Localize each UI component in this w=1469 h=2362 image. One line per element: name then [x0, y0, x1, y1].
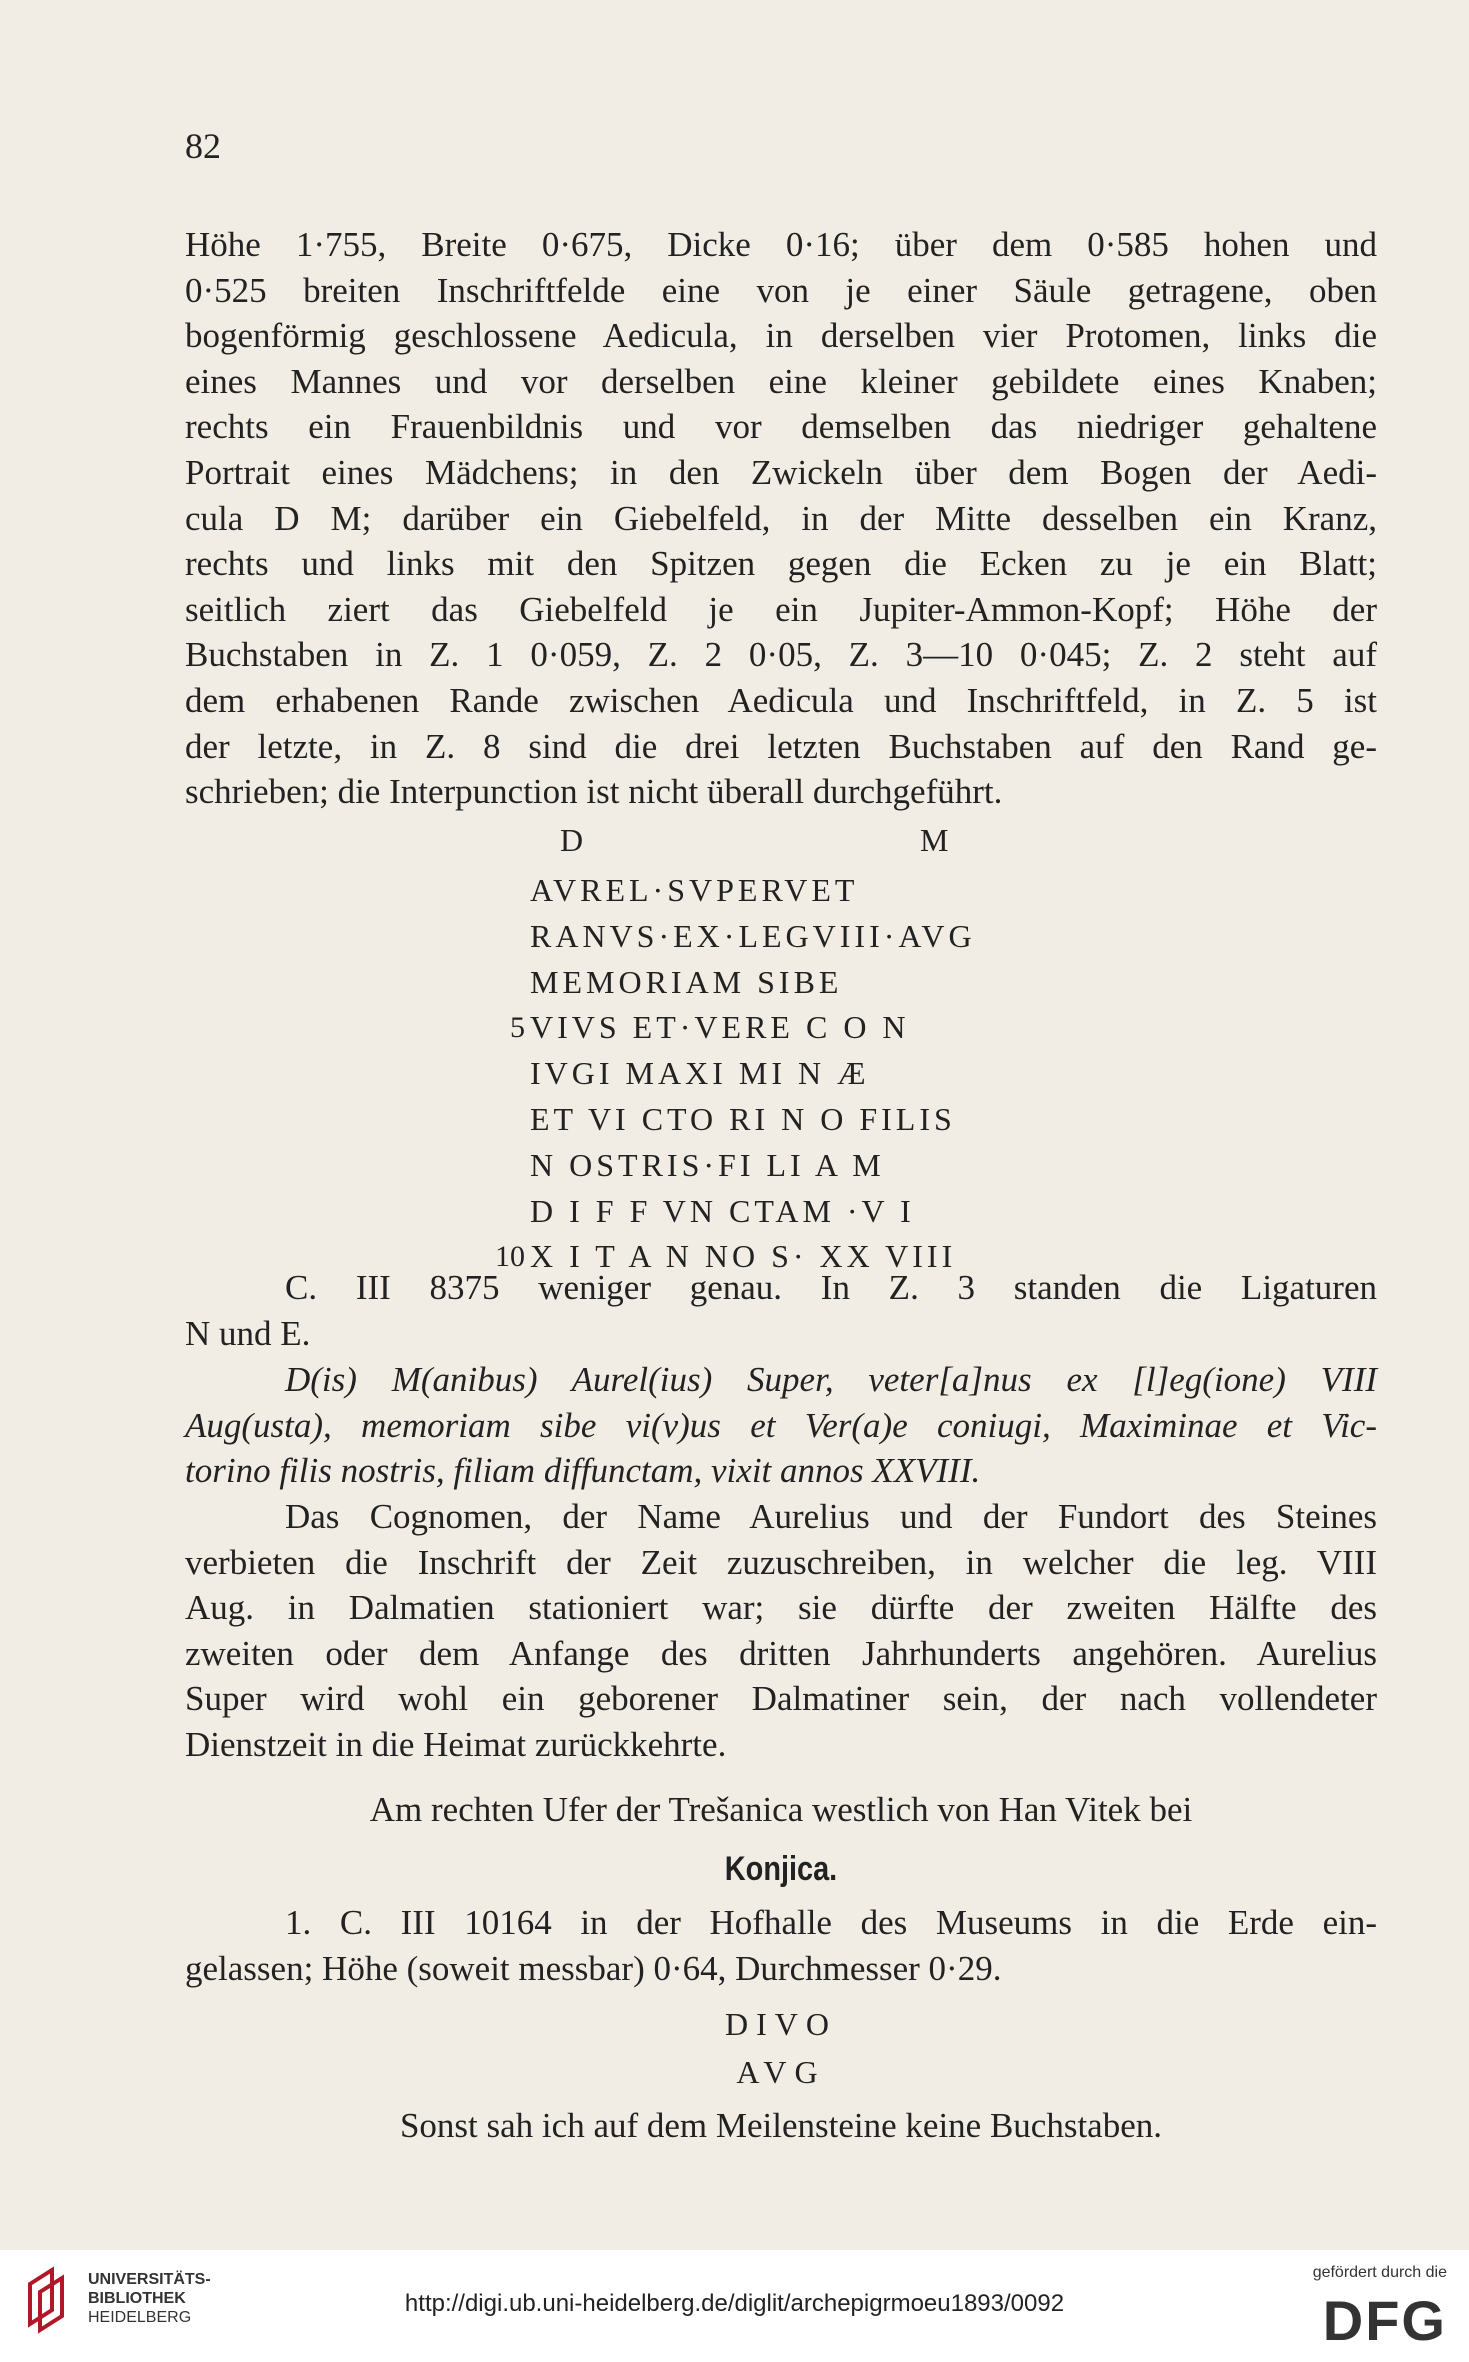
funded-by-label: gefördert durch die [1312, 2264, 1447, 2281]
text-line: seitlich ziert das Giebelfeld je ein Jupiter-Ammon-Kopf; Höhe der [185, 589, 1377, 629]
inscription-line [530, 1143, 976, 1189]
inscription-text: X I T A N NO S· XX VIII [530, 1238, 957, 1275]
inscription-line [530, 914, 976, 960]
text-line: dem erhabenen Rande zwischen Aedicula und Inschriftfeld, in Z. 5 ist [185, 680, 1377, 720]
footer-bar [0, 2250, 1469, 2362]
inscription-text: N OSTRIS·FI LI A M [530, 1146, 885, 1183]
paragraph-2 [185, 1265, 1377, 1356]
text-line: schrieben; die Interpunction ist nicht überall durchgeführt. [185, 772, 1003, 812]
library-line-1: UNIVERSITÄTS- [88, 2271, 211, 2288]
inscription-dm-right: M [920, 822, 949, 858]
inscription-text: IVGI MAXI MI N Æ [530, 1055, 870, 1092]
paragraph-5: Am rechten Ufer der Trešanica westlich von Han Vitek bei [369, 1790, 1193, 1829]
text-line: Super wird wohl ein geborener Dalmatiner sein, der nach vollendeter [185, 1679, 1377, 1719]
inscription-2-line-1: DIVO [725, 2006, 837, 2042]
text-line: N und E. [185, 1313, 311, 1353]
inscription-dm-left: D [560, 822, 584, 858]
inscription-text: RANVS·EX·LEGVIII·AVG [530, 917, 976, 954]
text-line: rechts ein Frauenbildnis und vor demselben das niedriger gehaltene [185, 407, 1377, 447]
text-line: Portrait eines Mädchens; in den Zwickeln über dem Bogen der Aedi- [185, 452, 1377, 492]
paragraph-6 [185, 1900, 1377, 1991]
text-line: Aug. in Dalmatien stationiert war; sie dürfte der zweiten Hälfte des [185, 1588, 1377, 1628]
paragraph-1 [185, 222, 1377, 815]
inscription-line [530, 1051, 976, 1097]
inscription-line [530, 868, 976, 914]
text-line: 1. C. III 10164 in der Hofhalle des Museums in die Erde ein- [285, 1903, 1377, 1942]
text-line: cula D M; darüber ein Giebelfeld, in der Mitte desselben ein Kranz, [185, 498, 1377, 538]
text-line: Dienstzeit in die Heimat zurückkehrte. [185, 1724, 727, 1764]
text-line: verbieten die Inschrift der Zeit zuzuschreiben, in welcher die leg. VIII [185, 1542, 1377, 1582]
text-line: rechts und links mit den Spitzen gegen die Ecken zu je ein Blatt; [185, 544, 1377, 584]
inscription-text: AVREL·SVPERVET [530, 872, 859, 908]
text-line: Buchstaben in Z. 1 0·059, Z. 2 0·05, Z. 3—10 0·045; Z. 2 steht auf [185, 635, 1377, 675]
inscription-line [530, 1097, 976, 1143]
inscription-2-line-2: AVG [736, 2054, 826, 2090]
text-line: eines Mannes und vor derselben eine kleiner gebildete eines Knaben; [185, 361, 1377, 401]
text-line: bogenförmig geschlossene Aedicula, in derselben vier Protomen, links die [185, 316, 1377, 356]
section-heading: Konjica. [724, 1850, 838, 1888]
text-line: Höhe 1·755, Breite 0·675, Dicke 0·16; über dem 0·585 hohen und [185, 225, 1377, 264]
inscription-1 [495, 868, 976, 1280]
line-number: 10 [495, 1240, 525, 1274]
text-line: torino filis nostris, filiam diffunctam, vixit annos XXVIII. [185, 1451, 981, 1491]
inscription-line [530, 960, 976, 1006]
inscription-text: ET VI CTO RI N O FILIS [530, 1100, 956, 1137]
text-line: der letzte, in Z. 8 sind die drei letzten Buchstaben auf den Rand ge- [185, 726, 1377, 766]
text-line: D(is) M(anibus) Aurel(ius) Super, veter[a]nus ex [l]eg(ione) VIII [285, 1360, 1377, 1399]
line-number: 5 [510, 1011, 525, 1045]
text-line: Aug(usta), memoriam sibe vi(v)us et Ver(a)e coniugi, Maximinae et Vic- [185, 1405, 1377, 1445]
text-line: zweiten oder dem Anfange des dritten Jahrhunderts angehören. Aurelius [185, 1633, 1377, 1673]
paragraph-4 [185, 1494, 1377, 1768]
text-line: 0·525 breiten Inschriftfelde eine von je einer Säule getragene, oben [185, 270, 1377, 310]
dfg-logo: DFG [1322, 2289, 1447, 2352]
inscription-text: D I F F VN CTAM ·V I [530, 1192, 915, 1229]
text-line: gelassen; Höhe (soweit messbar) 0·64, Durchmesser 0·29. [185, 1948, 1002, 1988]
library-line-3: HEIDELBERG [88, 2309, 192, 2326]
inscription-line [530, 1189, 976, 1235]
source-url[interactable]: http://digi.ub.uni-heidelberg.de/diglit/archepigrmoeu1893/0092 [404, 2290, 1065, 2317]
inscription-line [510, 1005, 976, 1051]
text-line: Das Cognomen, der Name Aurelius und der Fundort des Steines [285, 1497, 1377, 1536]
paragraph-3-transcription [185, 1357, 1377, 1494]
page-number: 82 [185, 126, 221, 166]
inscription-text: VIVS ET·VERE C O N [530, 1009, 910, 1046]
library-line-2: BIBLIOTHEK [88, 2290, 186, 2307]
paragraph-7: Sonst sah ich auf dem Meilensteine keine Buchstaben. [399, 2106, 1163, 2145]
inscription-text: MEMORIAM SIBE [530, 963, 843, 1000]
text-line: C. III 8375 weniger genau. In Z. 3 standen die Ligaturen [285, 1268, 1377, 1307]
